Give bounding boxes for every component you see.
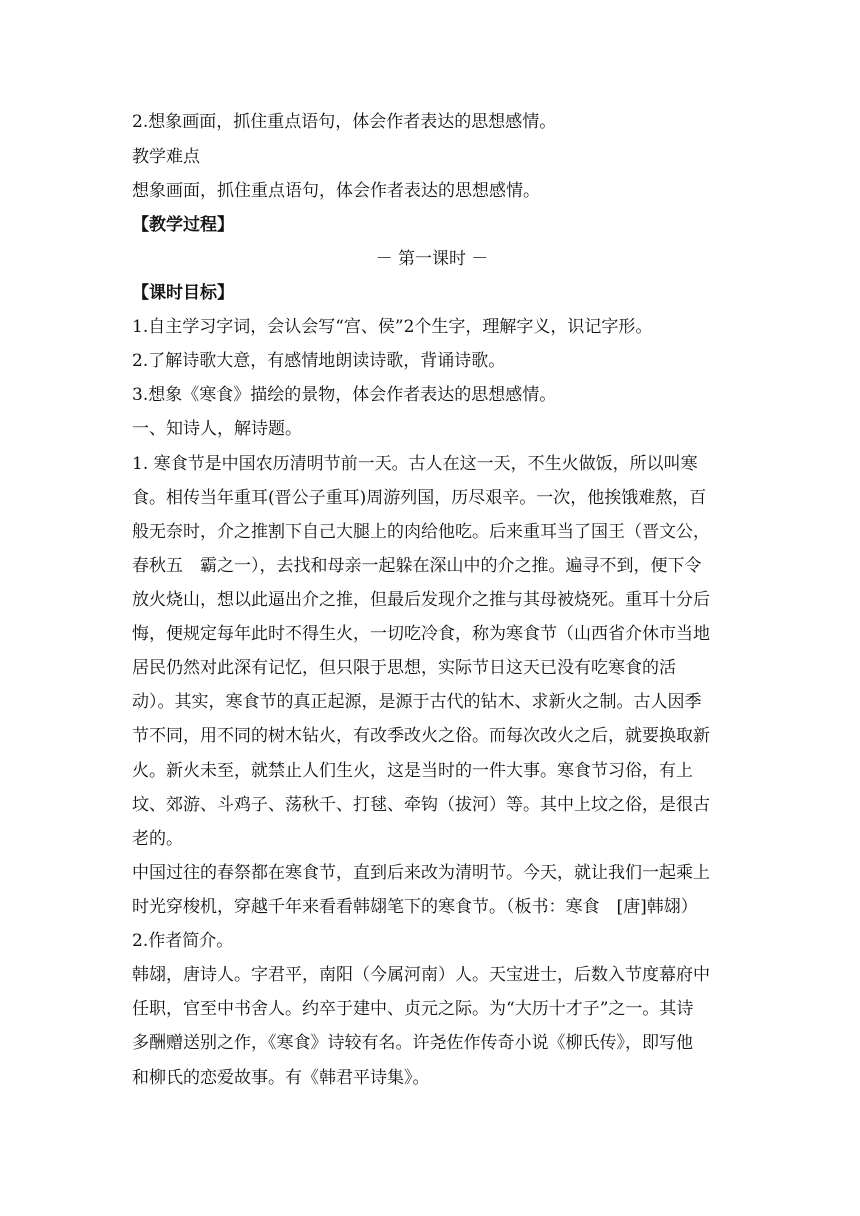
paragraph-line: 动）。其实，寒食节的真正起源，是源于古代的钻木、求新火之制。古人因季 [132, 692, 702, 712]
paragraph-line: 老的。 [132, 829, 183, 849]
goal-2: 2.了解诗歌大意，有感情地朗读诗歌，背诵诗歌。 [132, 351, 506, 371]
paragraph-line: 韩翃，唐诗人。字君平，南阳（今属河南）人。天宝进士，后数入节度幕府中 [132, 965, 710, 985]
paragraph-line: 食。相传当年重耳(晋公子重耳)周游列国，历尽艰辛。一次，他挨饿难熬，百 [132, 488, 707, 508]
paragraph-line: 和柳氏的恋爱故事。有《韩君平诗集》。 [132, 1068, 430, 1088]
paragraph-line: 放火烧山，想以此逼出介之推，但最后发现介之推与其母被烧死。重耳十分后 [132, 590, 710, 610]
paragraph-line: 中国过往的春祭都在寒食节，直到后来改为清明节。今天，就让我们一起乘上 [132, 863, 710, 883]
difficulty-text: 想象画面，抓住重点语句，体会作者表达的思想感情。 [132, 181, 540, 201]
goal-3: 3.想象《寒食》描绘的景物，体会作者表达的思想感情。 [132, 385, 557, 405]
section-heading-difficulty: 教学难点 [132, 147, 200, 167]
section-heading-period-goals: 【课时目标】 [132, 283, 234, 303]
paragraph-line: 任职，官至中书舍人。约卒于建中、贞元之际。为“大历十才子”之一。其诗 [132, 999, 694, 1019]
paragraph-line: 春秋五 霸之一），去找和母亲一起躲在深山中的介之推。遍寻不到，便下令 [132, 556, 702, 576]
paragraph-line: 火。新火未至，就禁止人们生火，这是当时的一件大事。寒食节习俗，有上 [132, 761, 693, 781]
section-heading-process: 【教学过程】 [132, 215, 234, 235]
paragraph-line: 居民仍然对此深有记忆，但只限于思想，实际节日这天已没有吃寒食的活 [132, 658, 676, 678]
paragraph-line: 1. 寒食节是中国农历清明节前一天。古人在这一天，不生火做饭，所以叫寒 [132, 454, 698, 474]
paragraph-line: 节不同，用不同的树木钻火，有改季改火之俗。而每次改火之后，就要换取新 [132, 726, 710, 746]
lesson-period-heading: － 第一课时 － [375, 249, 489, 269]
paragraph-line: 时光穿梭机，穿越千年来看看韩翃笔下的寒食节。（板书：寒食 [唐]韩翃） [132, 897, 698, 917]
paragraph-line: 悔，便规定每年此时不得生火，一切吃冷食，称为寒食节（山西省介休市当地 [132, 624, 710, 644]
paragraph-line: 坟、郊游、斗鸡子、荡秋千、打毬、牵钩（拔河）等。其中上坟之俗，是很古 [132, 795, 710, 815]
paragraph-line: 般无奈时，介之推割下自己大腿上的肉给他吃。后来重耳当了国王（晋文公， [132, 522, 710, 542]
goal-1: 1.自主学习字词，会认会写“宫、侯”2个生字，理解字义，识记字形。 [132, 317, 653, 337]
paragraph-line: 多酬赠送别之作，《寒食》诗较有名。许尧佐作传奇小说《柳氏传》，即写他 [132, 1033, 693, 1053]
part-1-heading: 一、知诗人，解诗题。 [132, 419, 302, 439]
objective-2: 2.想象画面，抓住重点语句，体会作者表达的思想感情。 [132, 112, 557, 132]
part-2-heading: 2.作者简介。 [132, 931, 234, 951]
